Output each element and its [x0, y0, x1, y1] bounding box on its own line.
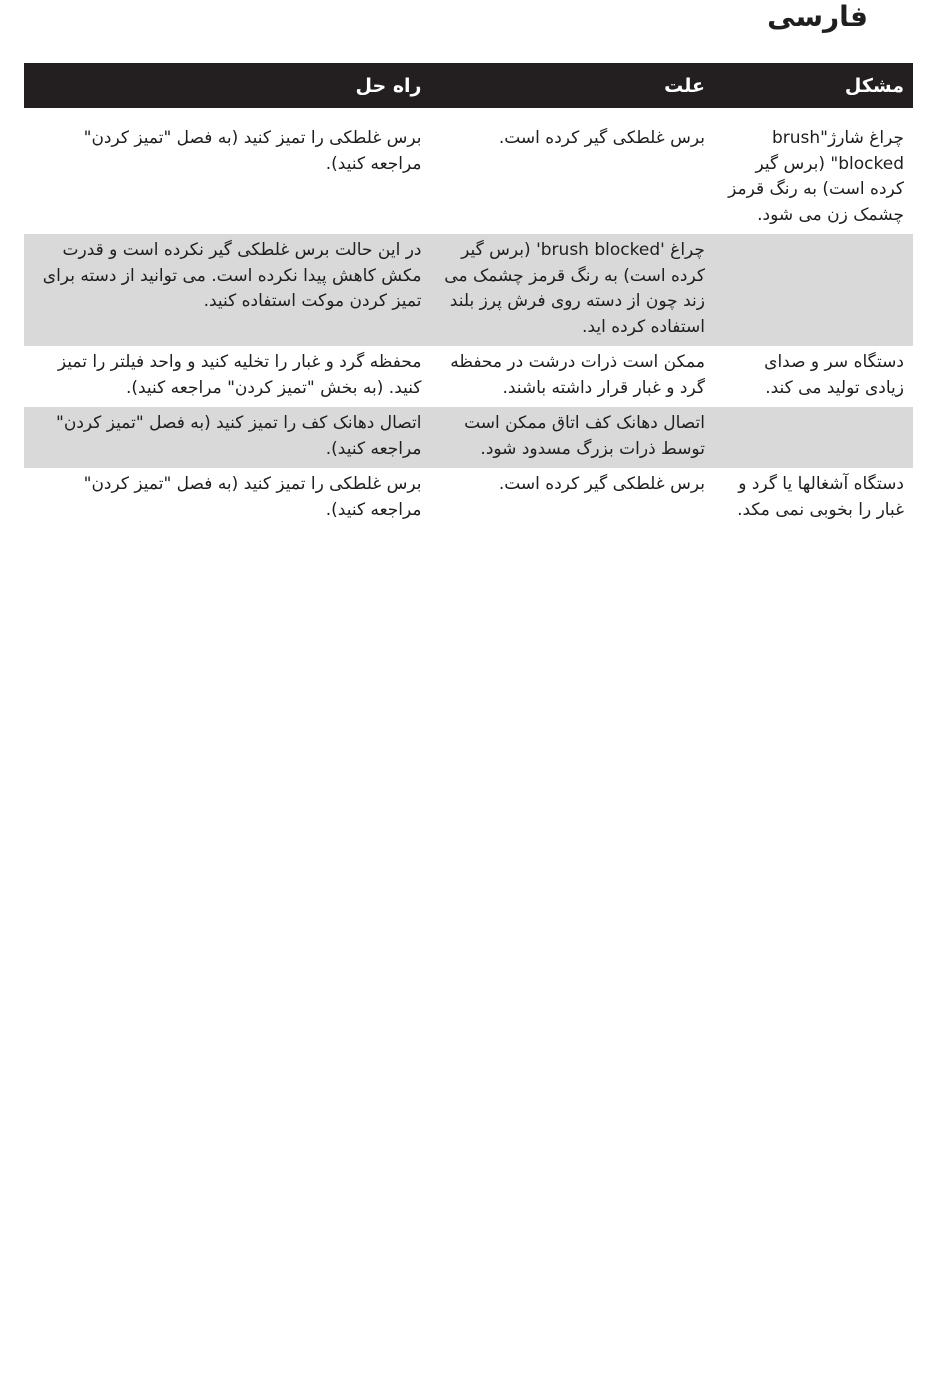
table-spacer — [24, 108, 913, 122]
cause-cell: اتصال دهانک کف اتاق ممکن است توسط ذرات بزرگ مسدود شود. — [430, 407, 713, 468]
page-title: فارسی — [767, 0, 868, 33]
solution-cell: محفظه گرد و غبار را تخلیه کنید و واحد فیلتر را تمیز کنید. (به بخش "تمیز کردن" مراجعه کنید). — [24, 346, 430, 407]
cause-cell: چراغ 'brush blocked' (برس گیر کرده است) به رنگ قرمز چشمک می زند چون از دسته روی فرش پرز بلند استفاده کرده اید. — [430, 234, 713, 346]
table-row — [24, 122, 913, 234]
solution-cell: در این حالت برس غلطکی گیر نکرده است و قدرت مکش کاهش پیدا نکرده است. می توانید از دسته برای تمیز کردن موکت استفاده کنید. — [24, 234, 430, 346]
problem-cell: دستگاه سر و صدای زیادی تولید می کند. — [714, 346, 913, 407]
table-header-row — [24, 63, 913, 108]
problem-cell — [714, 234, 913, 346]
header-cause: علت — [430, 63, 713, 108]
header-solution: راه حل — [24, 63, 430, 108]
solution-cell: اتصال دهانک کف را تمیز کنید (به فصل "تمیز کردن" مراجعه کنید). — [24, 407, 430, 468]
table-row — [24, 407, 913, 468]
cause-cell: ممکن است ذرات درشت در محفظه گرد و غبار قرار داشته باشند. — [430, 346, 713, 407]
problem-cell — [714, 407, 913, 468]
solution-cell: برس غلطکی را تمیز کنید (به فصل "تمیز کردن" مراجعه کنید). — [24, 122, 430, 234]
troubleshooting-table — [24, 63, 913, 529]
problem-cell: چراغ شارژ"brush blocked" (برس گیر کرده است) به رنگ قرمز چشمک زن می شود. — [714, 122, 913, 234]
table-row — [24, 346, 913, 407]
cause-cell: برس غلطکی گیر کرده است. — [430, 122, 713, 234]
table-row — [24, 468, 913, 529]
table-row — [24, 234, 913, 346]
cause-cell: برس غلطکی گیر کرده است. — [430, 468, 713, 529]
solution-cell: برس غلطکی را تمیز کنید (به فصل "تمیز کردن" مراجعه کنید). — [24, 468, 430, 529]
problem-cell: دستگاه آشغالها یا گرد و غبار را بخوبی نمی مکد. — [714, 468, 913, 529]
header-problem: مشکل — [714, 63, 913, 108]
